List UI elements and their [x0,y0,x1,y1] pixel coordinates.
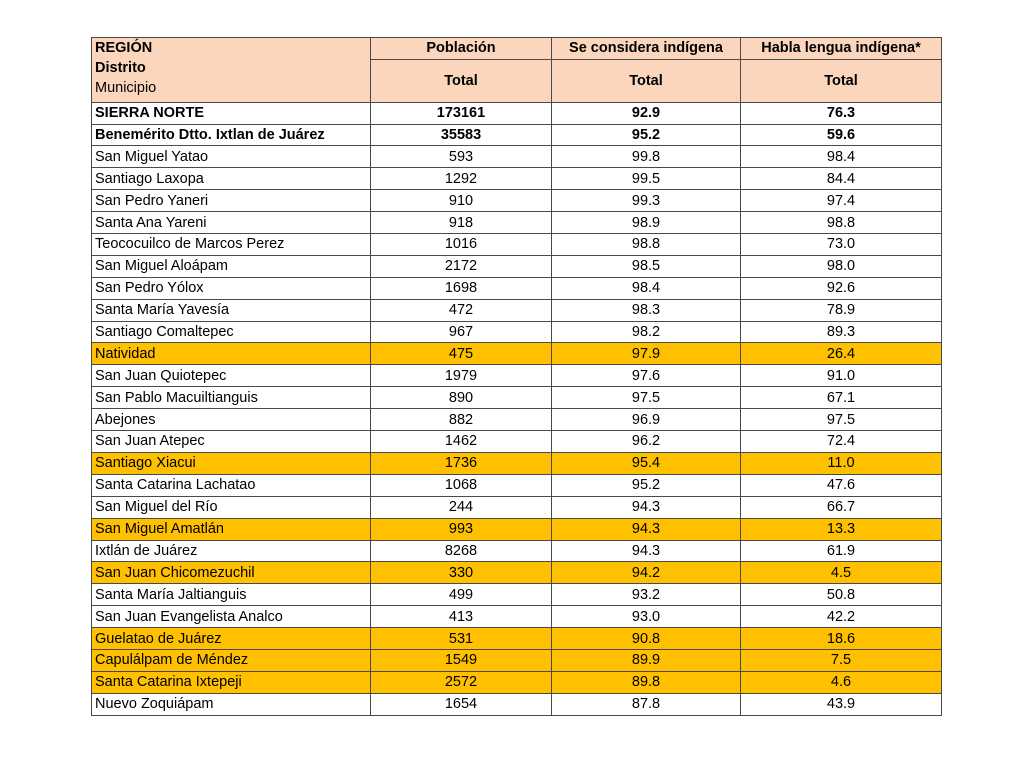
poblacion-cell: 413 [371,606,552,628]
table-row [92,671,942,693]
table-row [92,628,942,650]
municipio-name-cell: Santiago Xiacui [92,452,371,474]
poblacion-cell: 1549 [371,649,552,671]
municipio-name-cell: Santiago Comaltepec [92,321,371,343]
poblacion-cell: 993 [371,518,552,540]
se-considera-cell: 93.0 [552,606,741,628]
se-considera-cell: 94.2 [552,562,741,584]
poblacion-cell: 8268 [371,540,552,562]
se-considera-cell: 94.3 [552,496,741,518]
habla-lengua-cell: 89.3 [741,321,942,343]
habla-lengua-cell: 42.2 [741,606,942,628]
header-municipio-label: Municipio [95,80,157,96]
header-total-lengua: Total [741,59,942,102]
municipio-name-cell: San Miguel Amatlán [92,518,371,540]
se-considera-cell: 95.4 [552,452,741,474]
se-considera-cell: 94.3 [552,518,741,540]
municipio-name-cell: San Pablo Macuiltianguis [92,387,371,409]
poblacion-cell: 472 [371,299,552,321]
table-row [92,343,942,365]
table-row [92,168,942,190]
table-row [92,234,942,256]
se-considera-cell: 97.6 [552,365,741,387]
se-considera-cell: 94.3 [552,540,741,562]
municipio-name-cell: Santa Catarina Lachatao [92,474,371,496]
municipio-name-cell: San Miguel Aloápam [92,255,371,277]
se-considera-cell: 98.8 [552,234,741,256]
table-row [92,540,942,562]
se-considera-cell: 96.9 [552,409,741,431]
table-row [92,649,942,671]
poblacion-cell: 890 [371,387,552,409]
header-region-label: REGIÓN [95,40,153,56]
poblacion-cell: 910 [371,190,552,212]
poblacion-cell: 173161 [371,102,552,124]
poblacion-cell: 593 [371,146,552,168]
header-total-poblacion: Total [371,59,552,102]
municipio-name-cell: Capulálpam de Méndez [92,649,371,671]
poblacion-cell: 882 [371,409,552,431]
header-poblacion: Población [371,38,552,60]
table-row [92,693,942,715]
municipio-name-cell: San Pedro Yaneri [92,190,371,212]
se-considera-cell: 98.2 [552,321,741,343]
se-considera-cell: 99.8 [552,146,741,168]
habla-lengua-cell: 98.0 [741,255,942,277]
se-considera-cell: 97.9 [552,343,741,365]
header-se-considera: Se considera indígena [552,38,741,60]
se-considera-cell: 93.2 [552,584,741,606]
poblacion-cell: 1654 [371,693,552,715]
header-habla: Habla lengua indígena* [741,38,942,60]
poblacion-cell: 244 [371,496,552,518]
municipio-name-cell: San Miguel Yatao [92,146,371,168]
se-considera-cell: 95.2 [552,474,741,496]
table-row [92,124,942,146]
municipio-name-cell: Nuevo Zoquiápam [92,693,371,715]
municipio-name-cell: Santiago Laxopa [92,168,371,190]
poblacion-cell: 531 [371,628,552,650]
table-body [92,38,942,716]
poblacion-cell: 330 [371,562,552,584]
se-considera-cell: 98.3 [552,299,741,321]
habla-lengua-cell: 66.7 [741,496,942,518]
header-distrito-label: Distrito [95,60,146,76]
se-considera-cell: 98.5 [552,255,741,277]
table-row [92,299,942,321]
habla-lengua-cell: 72.4 [741,431,942,453]
se-considera-cell: 92.9 [552,102,741,124]
table-row [92,102,942,124]
habla-lengua-cell: 92.6 [741,277,942,299]
poblacion-cell: 2572 [371,671,552,693]
se-considera-cell: 98.4 [552,277,741,299]
habla-lengua-cell: 26.4 [741,343,942,365]
poblacion-cell: 1068 [371,474,552,496]
table-row [92,518,942,540]
poblacion-cell: 1462 [371,431,552,453]
habla-lengua-cell: 59.6 [741,124,942,146]
municipio-name-cell: San Juan Atepec [92,431,371,453]
habla-lengua-cell: 4.6 [741,671,942,693]
table-row [92,452,942,474]
se-considera-cell: 99.3 [552,190,741,212]
habla-lengua-cell: 97.4 [741,190,942,212]
poblacion-cell: 918 [371,212,552,234]
se-considera-cell: 95.2 [552,124,741,146]
municipio-name-cell: Natividad [92,343,371,365]
habla-lengua-cell: 84.4 [741,168,942,190]
municipio-name-cell: Santa María Jaltianguis [92,584,371,606]
poblacion-cell: 967 [371,321,552,343]
habla-lengua-cell: 4.5 [741,562,942,584]
municipio-name-cell: Abejones [92,409,371,431]
habla-lengua-cell: 98.8 [741,212,942,234]
table-row [92,409,942,431]
header-row-top [92,38,942,60]
municipio-name-cell: San Juan Evangelista Analco [92,606,371,628]
municipio-name-cell: Santa Catarina Ixtepeji [92,671,371,693]
habla-lengua-cell: 7.5 [741,649,942,671]
poblacion-cell: 1979 [371,365,552,387]
habla-lengua-cell: 13.3 [741,518,942,540]
table-row [92,584,942,606]
municipio-name-cell: SIERRA NORTE [92,102,371,124]
header-total-indigena: Total [552,59,741,102]
habla-lengua-cell: 11.0 [741,452,942,474]
habla-lengua-cell: 91.0 [741,365,942,387]
population-table [91,37,942,716]
table-row [92,431,942,453]
municipio-name-cell: Santa Ana Yareni [92,212,371,234]
table-row [92,190,942,212]
poblacion-cell: 475 [371,343,552,365]
table-row [92,321,942,343]
habla-lengua-cell: 50.8 [741,584,942,606]
municipio-name-cell: Ixtlán de Juárez [92,540,371,562]
municipio-name-cell: San Juan Quiotepec [92,365,371,387]
poblacion-cell: 1016 [371,234,552,256]
se-considera-cell: 99.5 [552,168,741,190]
municipio-name-cell: Teococuilco de Marcos Perez [92,234,371,256]
se-considera-cell: 96.2 [552,431,741,453]
habla-lengua-cell: 98.4 [741,146,942,168]
poblacion-cell: 1736 [371,452,552,474]
habla-lengua-cell: 78.9 [741,299,942,321]
se-considera-cell: 90.8 [552,628,741,650]
poblacion-cell: 1698 [371,277,552,299]
habla-lengua-cell: 97.5 [741,409,942,431]
habla-lengua-cell: 47.6 [741,474,942,496]
table-row [92,496,942,518]
se-considera-cell: 89.9 [552,649,741,671]
table-row [92,365,942,387]
habla-lengua-cell: 18.6 [741,628,942,650]
municipio-name-cell: San Pedro Yólox [92,277,371,299]
se-considera-cell: 89.8 [552,671,741,693]
poblacion-cell: 2172 [371,255,552,277]
habla-lengua-cell: 61.9 [741,540,942,562]
habla-lengua-cell: 43.9 [741,693,942,715]
table-row [92,212,942,234]
table-row [92,255,942,277]
se-considera-cell: 97.5 [552,387,741,409]
municipio-name-cell: San Miguel del Río [92,496,371,518]
municipio-name-cell: Guelatao de Juárez [92,628,371,650]
se-considera-cell: 87.8 [552,693,741,715]
habla-lengua-cell: 73.0 [741,234,942,256]
municipio-name-cell: San Juan Chicomezuchil [92,562,371,584]
poblacion-cell: 35583 [371,124,552,146]
table-row [92,606,942,628]
poblacion-cell: 499 [371,584,552,606]
table-row [92,277,942,299]
se-considera-cell: 98.9 [552,212,741,234]
poblacion-cell: 1292 [371,168,552,190]
table-row [92,474,942,496]
habla-lengua-cell: 67.1 [741,387,942,409]
header-region-cell [92,38,371,103]
municipio-name-cell: Benemérito Dtto. Ixtlan de Juárez [92,124,371,146]
municipio-name-cell: Santa María Yavesía [92,299,371,321]
habla-lengua-cell: 76.3 [741,102,942,124]
table-row [92,562,942,584]
table-row [92,387,942,409]
table-row [92,146,942,168]
